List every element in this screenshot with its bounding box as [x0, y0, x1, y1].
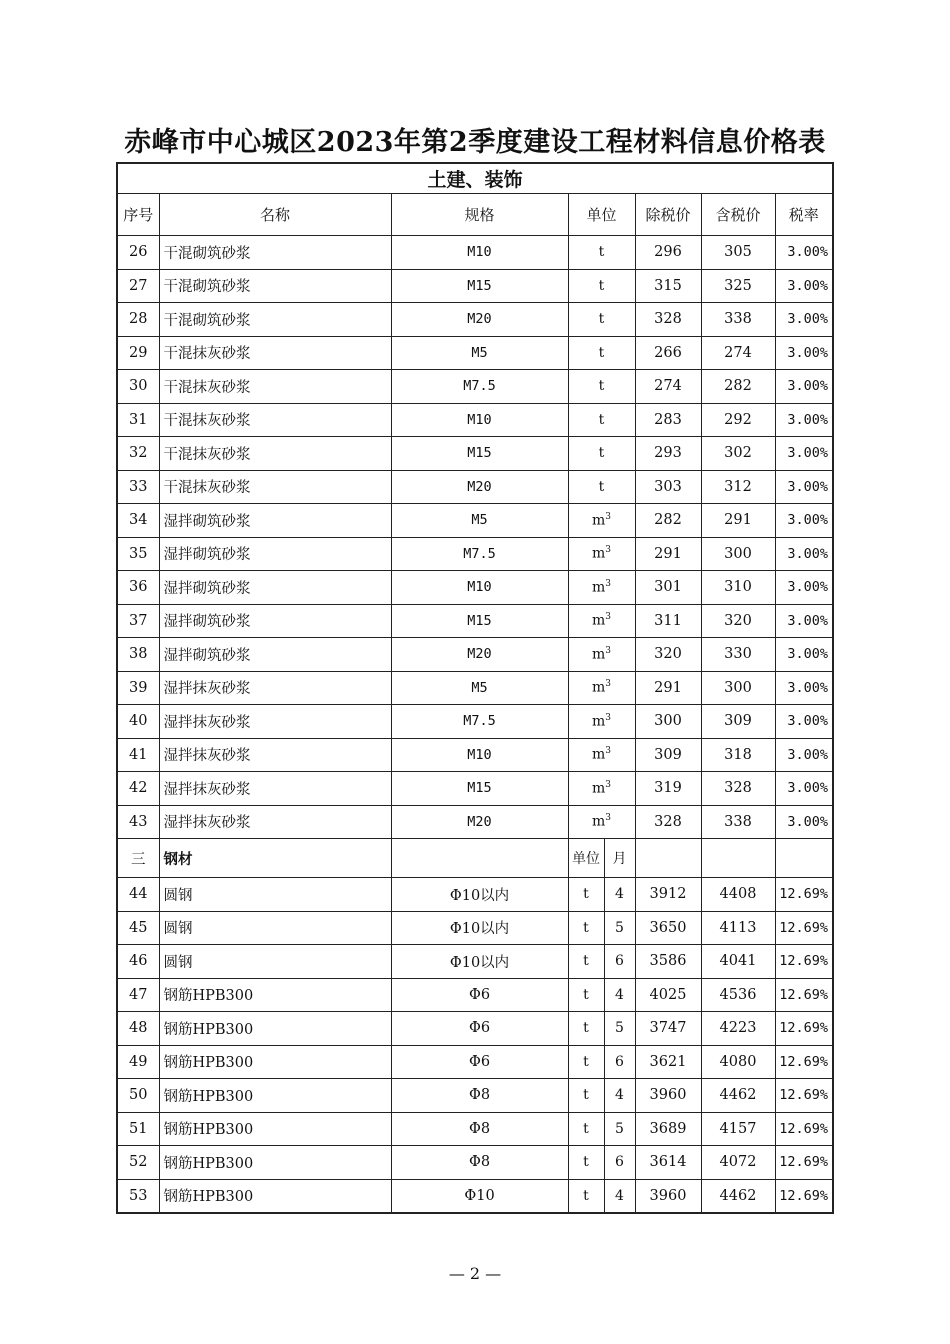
cell-name: 湿拌抹灰砂浆 — [159, 738, 391, 772]
unit-exponent: 3 — [605, 545, 611, 556]
cell-spec: Φ10以内 — [391, 945, 568, 979]
header-name: 名称 — [159, 194, 391, 236]
cell-month: 4 — [604, 978, 635, 1012]
cell-spec: Φ6 — [391, 978, 568, 1012]
unit-text: t — [598, 411, 605, 428]
cell-spec: M15 — [391, 604, 568, 638]
unit-text: m — [591, 579, 606, 596]
cell-with-tax-price: 4408 — [701, 878, 775, 912]
cell-seq: 46 — [117, 945, 159, 979]
category-month-label: 月 — [604, 839, 635, 878]
cell-pre-tax-price: 320 — [635, 638, 701, 672]
cell-month: 5 — [604, 1112, 635, 1146]
table-row — [117, 945, 833, 979]
cell-with-tax-price: 305 — [701, 236, 775, 270]
cell-pre-tax-price: 3621 — [635, 1045, 701, 1079]
unit-exponent: 3 — [605, 679, 611, 690]
cell-tax-rate: 3.00% — [775, 805, 833, 839]
cell-unit — [568, 504, 635, 538]
cell-tax-rate: 12.69% — [775, 1045, 833, 1079]
cell-name: 干混抹灰砂浆 — [159, 437, 391, 471]
table-row — [117, 303, 833, 337]
category-unit-label: 单位 — [568, 839, 604, 878]
column-header-row — [117, 194, 833, 236]
cell-name: 圆钢 — [159, 878, 391, 912]
cell-spec: M5 — [391, 336, 568, 370]
cell-pre-tax-price: 296 — [635, 236, 701, 270]
cell-spec: Φ10以内 — [391, 911, 568, 945]
unit-exponent: 3 — [605, 813, 611, 824]
cell-pre-tax-price: 266 — [635, 336, 701, 370]
cell-pre-tax-price: 328 — [635, 303, 701, 337]
table-row — [117, 1146, 833, 1180]
cell-tax-rate: 12.69% — [775, 878, 833, 912]
unit-exponent: 3 — [605, 578, 611, 589]
cell-unit — [568, 537, 635, 571]
cell-seq: 35 — [117, 537, 159, 571]
cell-month: 5 — [604, 911, 635, 945]
cell-with-tax-price: 328 — [701, 772, 775, 806]
header-pre-tax: 除税价 — [635, 194, 701, 236]
cell-tax-rate: 3.00% — [775, 537, 833, 571]
cell-with-tax-price: 338 — [701, 303, 775, 337]
cell-unit — [568, 604, 635, 638]
unit-text: m — [591, 546, 606, 563]
cell-name: 湿拌抹灰砂浆 — [159, 772, 391, 806]
cell-with-tax-price: 302 — [701, 437, 775, 471]
cell-with-tax-price: 309 — [701, 705, 775, 739]
cell-with-tax-price: 338 — [701, 805, 775, 839]
cell-tax-rate: 3.00% — [775, 772, 833, 806]
cell-tax-rate: 12.69% — [775, 945, 833, 979]
cell-name: 钢筋HPB300 — [159, 1112, 391, 1146]
cell-seq: 29 — [117, 336, 159, 370]
cell-spec: M20 — [391, 470, 568, 504]
cell-name: 干混抹灰砂浆 — [159, 336, 391, 370]
cell-tax-rate: 3.00% — [775, 504, 833, 538]
cell-unit — [568, 236, 635, 270]
table-row — [117, 504, 833, 538]
cell-seq: 44 — [117, 878, 159, 912]
cell-name: 湿拌砌筑砂浆 — [159, 604, 391, 638]
table-row — [117, 1045, 833, 1079]
table-row — [117, 1079, 833, 1113]
unit-text: m — [591, 646, 606, 663]
cell-with-tax-price: 4072 — [701, 1146, 775, 1180]
unit-text: m — [591, 747, 606, 764]
cell-pre-tax-price: 4025 — [635, 978, 701, 1012]
unit-exponent: 3 — [605, 746, 611, 757]
cell-seq: 52 — [117, 1146, 159, 1180]
cell-pre-tax-price: 3650 — [635, 911, 701, 945]
cell-tax-rate: 3.00% — [775, 638, 833, 672]
header-seq: 序号 — [117, 194, 159, 236]
cell-spec: Φ6 — [391, 1012, 568, 1046]
cell-pre-tax-price: 3586 — [635, 945, 701, 979]
category-empty-2 — [701, 839, 775, 878]
table-row — [117, 403, 833, 437]
table-row — [117, 911, 833, 945]
cell-spec: M10 — [391, 571, 568, 605]
cell-pre-tax-price: 3747 — [635, 1012, 701, 1046]
table-row — [117, 236, 833, 270]
cell-with-tax-price: 292 — [701, 403, 775, 437]
table-row — [117, 269, 833, 303]
cell-pre-tax-price: 319 — [635, 772, 701, 806]
cell-spec: M15 — [391, 269, 568, 303]
cell-seq: 50 — [117, 1079, 159, 1113]
unit-exponent: 3 — [605, 645, 611, 656]
table-row — [117, 370, 833, 404]
cell-pre-tax-price: 3689 — [635, 1112, 701, 1146]
cell-tax-rate: 12.69% — [775, 978, 833, 1012]
cell-unit — [568, 571, 635, 605]
page-number: — 2 — — [448, 1264, 502, 1283]
cell-pre-tax-price: 311 — [635, 604, 701, 638]
table-row — [117, 1012, 833, 1046]
cell-pre-tax-price: 291 — [635, 671, 701, 705]
cell-pre-tax-price: 3960 — [635, 1079, 701, 1113]
cell-with-tax-price: 4536 — [701, 978, 775, 1012]
cell-spec: M5 — [391, 671, 568, 705]
cell-seq: 48 — [117, 1012, 159, 1046]
cell-unit: t — [568, 1045, 604, 1079]
cell-name: 钢筋HPB300 — [159, 978, 391, 1012]
cell-unit: t — [568, 911, 604, 945]
cell-spec: M15 — [391, 437, 568, 471]
cell-pre-tax-price: 328 — [635, 805, 701, 839]
cell-seq: 31 — [117, 403, 159, 437]
cell-unit — [568, 470, 635, 504]
cell-with-tax-price: 274 — [701, 336, 775, 370]
cell-pre-tax-price: 315 — [635, 269, 701, 303]
cell-seq: 42 — [117, 772, 159, 806]
unit-text: t — [598, 445, 605, 462]
cell-with-tax-price: 300 — [701, 671, 775, 705]
cell-spec: Φ8 — [391, 1079, 568, 1113]
cell-unit — [568, 638, 635, 672]
cell-with-tax-price: 4223 — [701, 1012, 775, 1046]
cell-tax-rate: 3.00% — [775, 671, 833, 705]
unit-text: t — [598, 478, 605, 495]
cell-tax-rate: 12.69% — [775, 1146, 833, 1180]
header-tax-rate: 税率 — [775, 194, 833, 236]
unit-text: m — [591, 613, 606, 630]
cell-month: 5 — [604, 1012, 635, 1046]
unit-text: t — [598, 244, 605, 261]
table-row — [117, 738, 833, 772]
table-row — [117, 805, 833, 839]
cell-unit — [568, 738, 635, 772]
cell-pre-tax-price: 3960 — [635, 1179, 701, 1213]
header-spec: 规格 — [391, 194, 568, 236]
cell-seq: 43 — [117, 805, 159, 839]
cell-name: 湿拌抹灰砂浆 — [159, 805, 391, 839]
cell-name: 湿拌抹灰砂浆 — [159, 671, 391, 705]
table-row — [117, 336, 833, 370]
cell-tax-rate: 3.00% — [775, 403, 833, 437]
cell-with-tax-price: 4080 — [701, 1045, 775, 1079]
cell-spec: M10 — [391, 403, 568, 437]
cell-seq: 51 — [117, 1112, 159, 1146]
cell-unit: t — [568, 1146, 604, 1180]
unit-exponent: 3 — [605, 712, 611, 723]
cell-unit: t — [568, 1112, 604, 1146]
cell-pre-tax-price: 300 — [635, 705, 701, 739]
cell-tax-rate: 3.00% — [775, 470, 833, 504]
table-row — [117, 604, 833, 638]
cell-with-tax-price: 312 — [701, 470, 775, 504]
cell-name: 湿拌砌筑砂浆 — [159, 537, 391, 571]
cell-with-tax-price: 4041 — [701, 945, 775, 979]
unit-text: m — [591, 814, 606, 831]
cell-seq: 38 — [117, 638, 159, 672]
unit-text: t — [598, 277, 605, 294]
header-with-tax: 含税价 — [701, 194, 775, 236]
cell-name: 圆钢 — [159, 945, 391, 979]
cell-seq: 40 — [117, 705, 159, 739]
cell-with-tax-price: 291 — [701, 504, 775, 538]
cell-tax-rate: 3.00% — [775, 604, 833, 638]
cell-name: 钢筋HPB300 — [159, 1079, 391, 1113]
cell-tax-rate: 3.00% — [775, 336, 833, 370]
cell-spec: Φ10 — [391, 1179, 568, 1213]
cell-seq: 32 — [117, 437, 159, 471]
cell-unit — [568, 303, 635, 337]
cell-spec: M5 — [391, 504, 568, 538]
cell-seq: 49 — [117, 1045, 159, 1079]
cell-name: 湿拌砌筑砂浆 — [159, 504, 391, 538]
cell-name: 钢筋HPB300 — [159, 1179, 391, 1213]
category-spec-empty — [391, 839, 568, 878]
cell-seq: 33 — [117, 470, 159, 504]
cell-name: 干混砌筑砂浆 — [159, 303, 391, 337]
cell-seq: 45 — [117, 911, 159, 945]
cell-name: 干混抹灰砂浆 — [159, 370, 391, 404]
cell-pre-tax-price: 3912 — [635, 878, 701, 912]
table-row — [117, 571, 833, 605]
unit-text: m — [591, 512, 606, 529]
category-empty-1 — [635, 839, 701, 878]
page-title: 赤峰市中心城区2023年第2季度建设工程材料信息价格表 — [124, 127, 826, 158]
cell-with-tax-price: 282 — [701, 370, 775, 404]
cell-with-tax-price: 330 — [701, 638, 775, 672]
section-title: 土建、装饰 — [117, 163, 833, 194]
category-row — [117, 839, 833, 878]
category-seq: 三 — [117, 839, 159, 878]
unit-text: m — [591, 680, 606, 697]
cell-name: 钢筋HPB300 — [159, 1146, 391, 1180]
cell-tax-rate: 3.00% — [775, 437, 833, 471]
cell-unit — [568, 805, 635, 839]
cell-seq: 53 — [117, 1179, 159, 1213]
table-row — [117, 878, 833, 912]
unit-exponent: 3 — [605, 779, 611, 790]
category-empty-3 — [775, 839, 833, 878]
cell-unit: t — [568, 1079, 604, 1113]
cell-name: 湿拌抹灰砂浆 — [159, 705, 391, 739]
cell-unit: t — [568, 1012, 604, 1046]
cell-tax-rate: 12.69% — [775, 1079, 833, 1113]
cell-seq: 47 — [117, 978, 159, 1012]
cell-month: 6 — [604, 945, 635, 979]
price-table — [116, 162, 834, 1214]
cell-pre-tax-price: 309 — [635, 738, 701, 772]
cell-spec: Φ8 — [391, 1146, 568, 1180]
cell-seq: 41 — [117, 738, 159, 772]
cell-tax-rate: 3.00% — [775, 269, 833, 303]
unit-text: t — [598, 311, 605, 328]
cell-pre-tax-price: 3614 — [635, 1146, 701, 1180]
cell-name: 干混抹灰砂浆 — [159, 470, 391, 504]
cell-unit: t — [568, 1179, 604, 1213]
cell-name: 钢筋HPB300 — [159, 1012, 391, 1046]
cell-spec: Φ6 — [391, 1045, 568, 1079]
cell-name: 干混抹灰砂浆 — [159, 403, 391, 437]
cell-spec: Φ8 — [391, 1112, 568, 1146]
cell-seq: 26 — [117, 236, 159, 270]
cell-seq: 39 — [117, 671, 159, 705]
cell-unit — [568, 269, 635, 303]
cell-spec: M7.5 — [391, 537, 568, 571]
cell-pre-tax-price: 293 — [635, 437, 701, 471]
unit-exponent: 3 — [605, 511, 611, 522]
cell-tax-rate: 12.69% — [775, 1179, 833, 1213]
table-row — [117, 537, 833, 571]
cell-month: 4 — [604, 878, 635, 912]
table-row — [117, 638, 833, 672]
cell-seq: 30 — [117, 370, 159, 404]
cell-spec: M20 — [391, 638, 568, 672]
cell-month: 4 — [604, 1179, 635, 1213]
cell-tax-rate: 3.00% — [775, 303, 833, 337]
cell-unit — [568, 403, 635, 437]
cell-with-tax-price: 4462 — [701, 1179, 775, 1213]
category-name: 钢材 — [159, 839, 391, 878]
cell-pre-tax-price: 301 — [635, 571, 701, 605]
cell-seq: 37 — [117, 604, 159, 638]
cell-with-tax-price: 320 — [701, 604, 775, 638]
cell-month: 4 — [604, 1079, 635, 1113]
cell-name: 圆钢 — [159, 911, 391, 945]
cell-name: 湿拌砌筑砂浆 — [159, 638, 391, 672]
unit-text: m — [591, 713, 606, 730]
cell-pre-tax-price: 283 — [635, 403, 701, 437]
cell-with-tax-price: 318 — [701, 738, 775, 772]
cell-unit — [568, 336, 635, 370]
cell-tax-rate: 12.69% — [775, 911, 833, 945]
cell-spec: M10 — [391, 236, 568, 270]
table-row — [117, 671, 833, 705]
cell-seq: 27 — [117, 269, 159, 303]
table-row — [117, 978, 833, 1012]
table-row — [117, 470, 833, 504]
cell-with-tax-price: 310 — [701, 571, 775, 605]
table-row — [117, 705, 833, 739]
table-row — [117, 1179, 833, 1213]
cell-month: 6 — [604, 1146, 635, 1180]
cell-tax-rate: 3.00% — [775, 370, 833, 404]
cell-spec: Φ10以内 — [391, 878, 568, 912]
cell-unit — [568, 437, 635, 471]
cell-seq: 34 — [117, 504, 159, 538]
cell-name: 湿拌砌筑砂浆 — [159, 571, 391, 605]
cell-unit: t — [568, 878, 604, 912]
unit-text: m — [591, 780, 606, 797]
cell-unit — [568, 705, 635, 739]
cell-unit — [568, 772, 635, 806]
cell-tax-rate: 3.00% — [775, 571, 833, 605]
cell-spec: M7.5 — [391, 705, 568, 739]
cell-spec: M20 — [391, 805, 568, 839]
cell-spec: M20 — [391, 303, 568, 337]
cell-name: 干混砌筑砂浆 — [159, 236, 391, 270]
cell-spec: M15 — [391, 772, 568, 806]
cell-pre-tax-price: 274 — [635, 370, 701, 404]
unit-text: t — [598, 378, 605, 395]
cell-seq: 36 — [117, 571, 159, 605]
cell-seq: 28 — [117, 303, 159, 337]
cell-unit: t — [568, 978, 604, 1012]
cell-tax-rate: 3.00% — [775, 705, 833, 739]
cell-unit — [568, 370, 635, 404]
cell-with-tax-price: 4113 — [701, 911, 775, 945]
cell-name: 钢筋HPB300 — [159, 1045, 391, 1079]
table-row — [117, 772, 833, 806]
cell-unit: t — [568, 945, 604, 979]
cell-pre-tax-price: 303 — [635, 470, 701, 504]
cell-with-tax-price: 4157 — [701, 1112, 775, 1146]
table-row — [117, 437, 833, 471]
table-row — [117, 1112, 833, 1146]
section-header-row — [117, 163, 833, 194]
cell-pre-tax-price: 282 — [635, 504, 701, 538]
cell-pre-tax-price: 291 — [635, 537, 701, 571]
unit-exponent: 3 — [605, 612, 611, 623]
cell-month: 6 — [604, 1045, 635, 1079]
cell-tax-rate: 12.69% — [775, 1012, 833, 1046]
cell-with-tax-price: 300 — [701, 537, 775, 571]
cell-tax-rate: 12.69% — [775, 1112, 833, 1146]
cell-name: 干混砌筑砂浆 — [159, 269, 391, 303]
unit-text: t — [598, 344, 605, 361]
cell-tax-rate: 3.00% — [775, 738, 833, 772]
cell-with-tax-price: 4462 — [701, 1079, 775, 1113]
cell-tax-rate: 3.00% — [775, 236, 833, 270]
cell-unit — [568, 671, 635, 705]
cell-spec: M7.5 — [391, 370, 568, 404]
cell-spec: M10 — [391, 738, 568, 772]
cell-with-tax-price: 325 — [701, 269, 775, 303]
header-unit: 单位 — [568, 194, 635, 236]
